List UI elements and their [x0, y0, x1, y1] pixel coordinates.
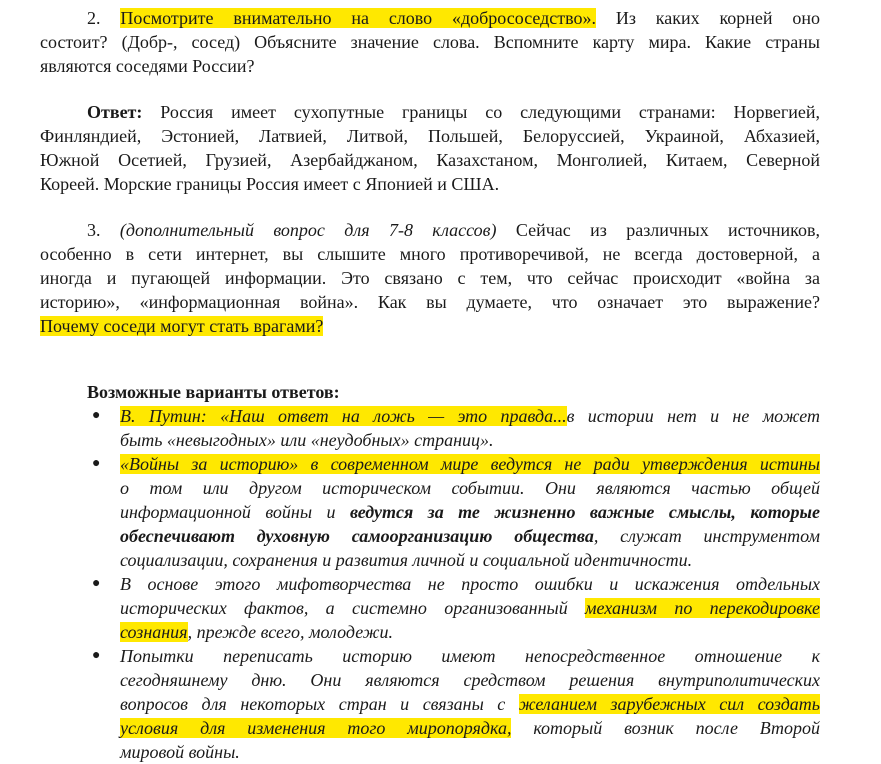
- bullet-4-marker: ●: [92, 648, 101, 663]
- bullet-4-line-5: мировой войны.: [120, 742, 240, 762]
- q2-line-2: состоит? (Добр-, сосед) Объясните значение слова. Вспомните карту мира. Какие страны: [40, 32, 820, 52]
- bullet-3-line-2: [120, 596, 820, 620]
- bullet-4-highlight-a: желанием зарубежных сил создать: [518, 694, 820, 714]
- q3-line-2: особенно в сети интернет, вы слышите много противоречивой, не всегда достоверной, а: [40, 244, 820, 264]
- bullet-3-marker: ●: [92, 576, 101, 591]
- q2-highlight: Посмотрите внимательно на слово «добрососедство».: [120, 8, 597, 28]
- q3-line1-rest: Сейчас из различных источников,: [515, 220, 820, 240]
- answer-line-2: Финляндией, Эстонией, Латвией, Литвой, Польшей, Белоруссией, Украиной, Абхазией,: [40, 126, 820, 146]
- bullet-2-line-2: о том или другом историческом событии. Они являются частью общей: [120, 478, 820, 498]
- q3-italic-note: (дополнительный вопрос для 7-8 классов): [119, 220, 497, 240]
- bullet-3-line-3: [120, 620, 820, 644]
- bullet-3-line2-a: исторических фактов, а системно организованный: [120, 598, 568, 618]
- answer-line1-text: Россия имеет сухопутные границы со следующими странами: Норвегией,: [160, 102, 820, 122]
- bullet-3-highlight-a: механизм по перекодировке: [585, 598, 821, 618]
- bullet-1-line-2: быть «невыгодных» или «неудобных» страниц».: [120, 430, 494, 450]
- bullet-2-line4-rest: , служат инструментом: [593, 526, 820, 546]
- answers-heading: Возможные варианты ответов:: [87, 382, 340, 402]
- q3-number: 3.: [87, 220, 101, 240]
- answer-label: Ответ:: [87, 102, 143, 122]
- bullet-4-line-1: Попытки переписать историю имеют непосредственное отношение к: [120, 646, 820, 666]
- bullet-4-line-2: сегодняшнему дню. Они являются средством решения внутриполитических: [120, 670, 820, 690]
- answer-line-3: Южной Осетией, Грузией, Азербайджаном, Казахстаном, Монголией, Китаем, Северной: [40, 150, 820, 170]
- answer-line-4: Кореей. Морские границы Россия имеет с Японией и США.: [40, 174, 500, 194]
- bullet-4-line4-rest: который возник после Второй: [533, 718, 821, 738]
- bullet-2-line-3: [120, 500, 820, 524]
- bullet-4-line-4: [120, 716, 820, 740]
- bullet-3-line3-rest: , прежде всего, молодежи.: [187, 622, 393, 642]
- q3-line-4: историю», «информационная война». Как вы думаете, что означает это выражение?: [40, 292, 820, 312]
- q3-highlight: Почему соседи могут стать врагами?: [40, 316, 324, 336]
- bullet-2-line-4: [120, 524, 820, 548]
- bullet-3-line-1: В основе этого мифотворчества не просто ошибки и искажения отдельных: [120, 574, 820, 594]
- bullet-4-line-3: [120, 692, 820, 716]
- bullet-2-line3-a: информационной войны и: [120, 502, 336, 522]
- bullet-2-line-5: социализации, сохранения и развития личной и социальной идентичности.: [120, 550, 693, 570]
- q3-line-3: иногда и пугающей информации. Это связано с тем, что сейчас происходит «война за: [40, 268, 820, 288]
- bullet-2-line-1: [120, 452, 820, 476]
- bullet-4-highlight-b: условия для изменения того миропорядка,: [120, 718, 512, 738]
- bullet-4-line3-a: вопросов для некоторых стран и связаны с: [120, 694, 506, 714]
- bullet-1-line-1: [120, 404, 820, 428]
- q2-line1-rest: Из каких корней оно: [615, 8, 821, 28]
- bullet-1-highlight: В. Путин: «Наш ответ на ложь — это правда...: [120, 406, 567, 426]
- q3-line-5: [40, 314, 820, 338]
- bullet-2-highlight: «Войны за историю» в современном мире ведутся не ради утверждения истины: [120, 454, 820, 474]
- answer-line-1: [87, 100, 820, 124]
- bullet-1-line1-rest: в истории нет и не может: [566, 406, 820, 426]
- q3-line-1: [87, 218, 820, 242]
- bullet-2-line4-bold: обеспечивают духовную самоорганизацию общества: [120, 526, 594, 546]
- q2-number: 2.: [87, 8, 101, 28]
- q2-line-1: [87, 6, 820, 30]
- bullet-1-marker: ●: [92, 408, 101, 423]
- bullet-2-line3-bold: ведутся за те жизненно важные смыслы, которые: [349, 502, 820, 522]
- q2-line-3: являются соседями России?: [40, 56, 255, 76]
- bullet-3-highlight-b: сознания: [120, 622, 188, 642]
- bullet-2-marker: ●: [92, 456, 101, 471]
